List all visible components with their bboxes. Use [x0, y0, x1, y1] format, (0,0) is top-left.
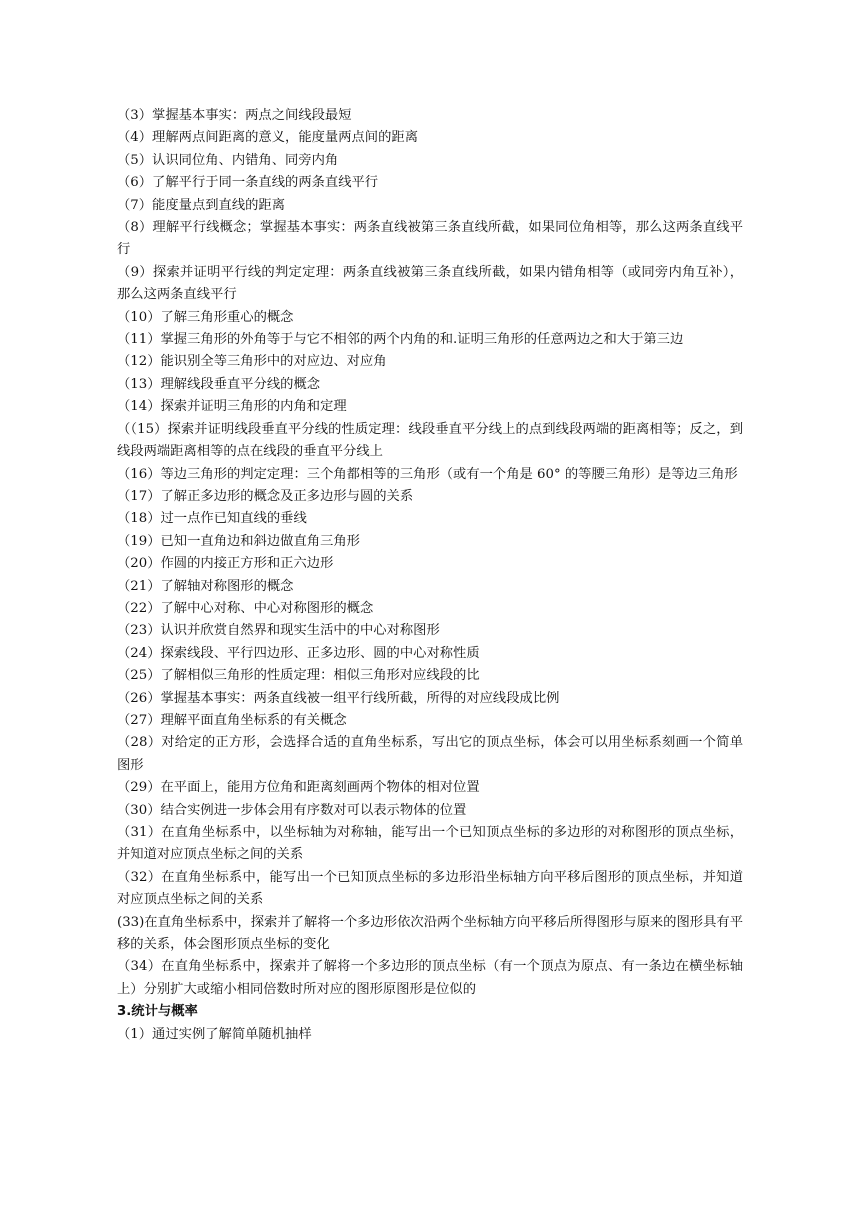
list-item: （12）能识别全等三角形中的对应边、对应角 — [117, 354, 387, 370]
list-item: （24）探索线段、平行四边形、正多边形、圆的中心对称性质 — [117, 645, 480, 661]
list-item: （22）了解中心对称、中心对称图形的概念 — [117, 600, 374, 616]
list-item: （19）已知一直角边和斜边做直角三角形 — [117, 533, 360, 549]
list-item: （26）掌握基本事实：两条直线被一组平行线所截，所得的对应线段成比例 — [117, 690, 560, 706]
list-item: （5）认识同位角、内错角、同旁内角 — [117, 152, 339, 168]
list-item: （7）能度量点到直线的距离 — [117, 197, 286, 213]
list-item: （（15）探索并证明线段垂直平分线的性质定理：线段垂直平分线上的点到线段两端的距离相等；反之，到线段两端距离相等的点在线段的垂直平分线上 — [117, 421, 743, 460]
list-item: （3）掌握基本事实：两点之间线段最短 — [117, 108, 352, 123]
list-item: （16）等边三角形的判定定理：三个角都相等的三角形（或有一个角是 60° 的等腰三角形）是等边三角形 — [117, 466, 738, 482]
list-item: （27）理解平面直角坐标系的有关概念 — [117, 712, 347, 728]
list-item: （18）过一点作已知直线的垂线 — [117, 511, 307, 527]
list-item: （28）对给定的正方形，会选择合适的直角坐标系，写出它的顶点坐标，体会可以用坐标系刻画一个简单图形 — [117, 735, 743, 773]
list-item: （17）了解正多边形的概念及正多边形与圆的关系 — [117, 488, 414, 504]
list-item: （8）理解平行线概念；掌握基本事实：两条直线被第三条直线所截，如果同位角相等，那么这两条直线平行 — [117, 220, 743, 258]
list-item: （9）探索并证明平行线的判定定理：两条直线被第三条直线所截，如果内错角相等（或同旁内角互补），那么这两条直线平行 — [117, 264, 743, 303]
list-item: （6）了解平行于同一条直线的两条直线平行 — [117, 175, 379, 191]
list-item: （32）在直角坐标系中，能写出一个已知顶点坐标的多边形沿坐标轴方向平移后图形的顶点坐标，并知道对应顶点坐标之间的关系 — [117, 869, 743, 908]
list-item: （23）认识并欣赏自然界和现实生活中的中心对称图形 — [117, 623, 440, 639]
section-heading: 3.统计与概率 — [117, 1004, 198, 1020]
list-item: （4）理解两点间距离的意义，能度量两点间的距离 — [117, 130, 418, 146]
list-item: （34）在直角坐标系中，探索并了解将一个多边形的顶点坐标（有一个顶点为原点、有一条边在横坐标轴上）分别扩大或缩小相同倍数时所对应的图形原图形是位似的 — [117, 959, 743, 997]
list-item: （10）了解三角形重心的概念 — [117, 309, 294, 325]
list-item: (33)在直角坐标系中，探索并了解将一个多边形依次沿两个坐标轴方向平移后所得图形与原来的图形具有平移的关系，体会图形顶点坐标的变化 — [117, 914, 743, 953]
document-page — [117, 105, 743, 1046]
list-item: （21）了解轴对称图形的概念 — [117, 578, 294, 594]
list-item: （11）掌握三角形的外角等于与它不相邻的两个内角的和.证明三角形的任意两边之和大于第三边 — [117, 332, 684, 348]
list-item: （14）探索并证明三角形的内角和定理 — [117, 399, 347, 415]
list-item: （29）在平面上，能用方位角和距离刻画两个物体的相对位置 — [117, 780, 480, 796]
list-item: （1）通过实例了解简单随机抽样 — [117, 1026, 312, 1042]
list-item: （31）在直角坐标系中，以坐标轴为对称轴，能写出一个已知顶点坐标的多边形的对称图形的顶点坐标，并知道对应顶点坐标之间的关系 — [117, 825, 743, 863]
list-item: （20）作圆的内接正方形和正六边形 — [117, 556, 334, 572]
list-item: （25）了解相似三角形的性质定理：相似三角形对应线段的比 — [117, 668, 480, 684]
list-item: （30）结合实例进一步体会用有序数对可以表示物体的位置 — [117, 802, 467, 818]
list-item: （13）理解线段垂直平分线的概念 — [117, 376, 321, 392]
